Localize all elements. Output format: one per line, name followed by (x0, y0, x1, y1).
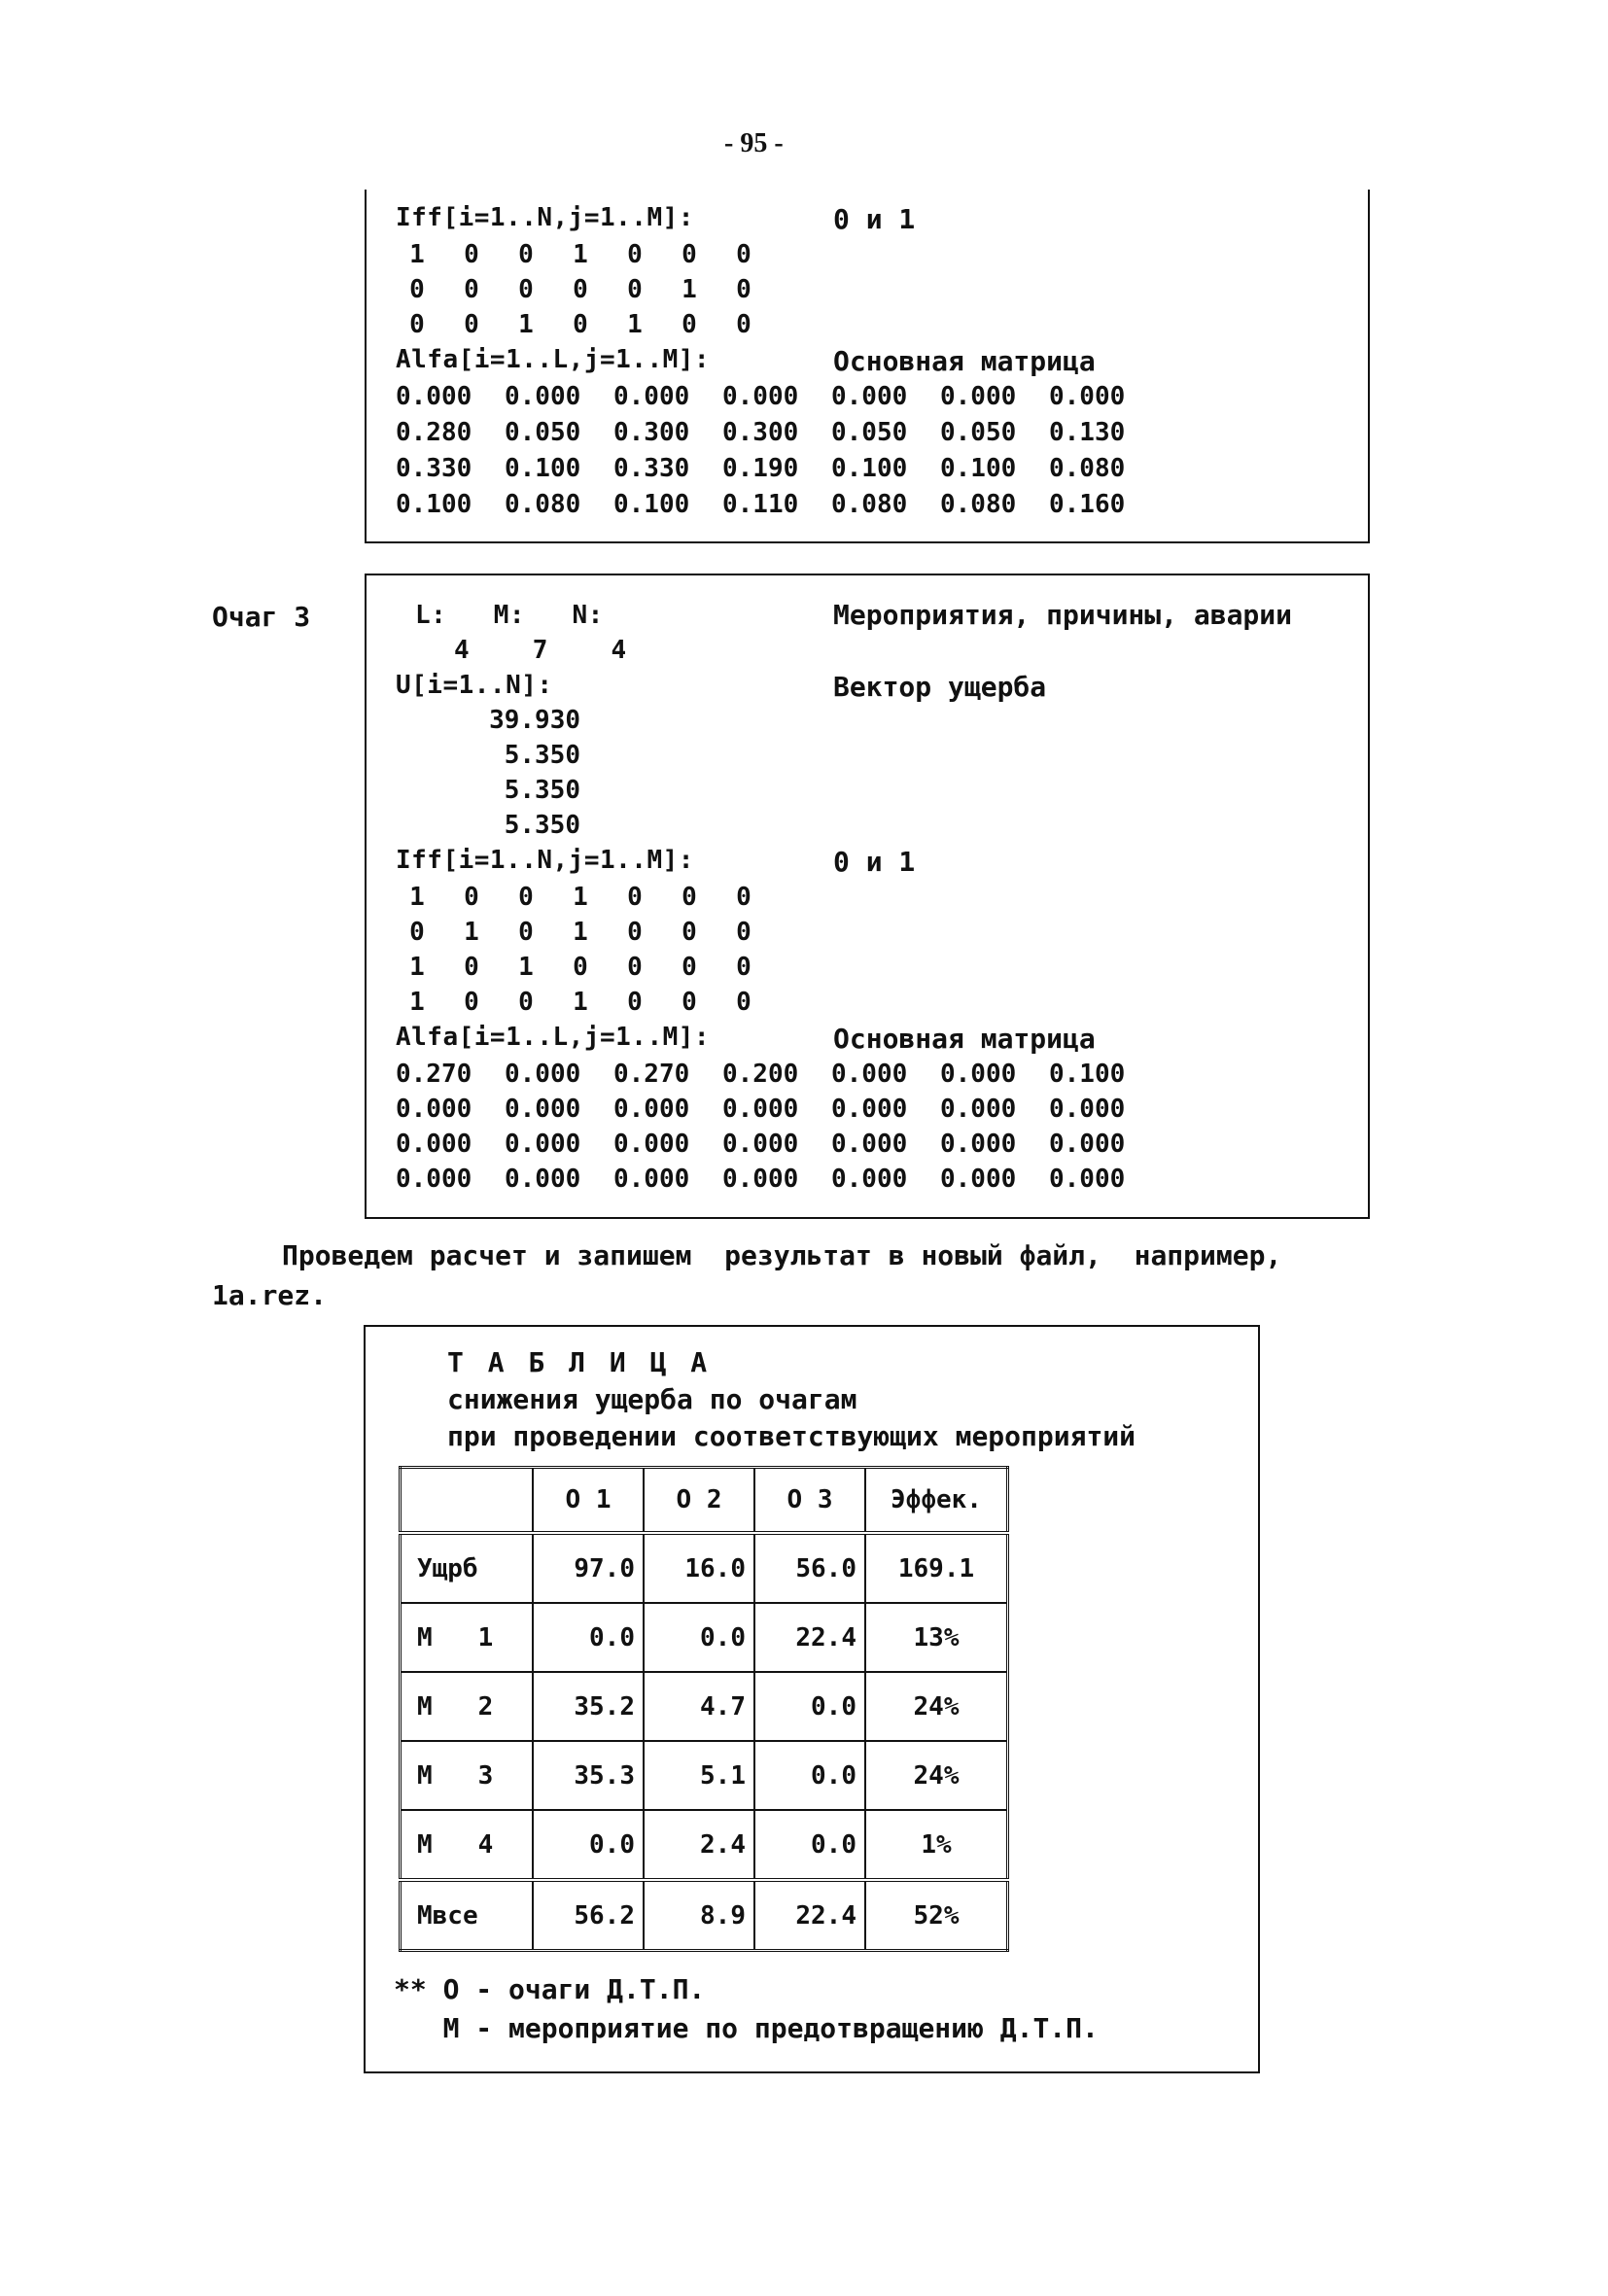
iff-comment: 0 и 1 (833, 846, 916, 878)
table-row (401, 1603, 1008, 1672)
table-cell: 52% (865, 1880, 1008, 1951)
alfa-header: Alfa[i=1..L,j=1..M]: (396, 345, 711, 374)
table-cell: 0.0 (754, 1741, 865, 1810)
lmn-header: L: M: N: (415, 601, 604, 630)
alfa-comment: Основная матрица (833, 345, 1096, 377)
table-cell: 24% (865, 1741, 1008, 1810)
table-cell: 35.2 (533, 1672, 644, 1741)
table-cell: 4.7 (644, 1672, 754, 1741)
table-cell: 22.4 (754, 1603, 865, 1672)
table-cell: 56.0 (754, 1533, 865, 1603)
table-cell: М 3 (401, 1741, 534, 1810)
table-note-1: ** О - очаги Д.Т.П. (394, 1973, 706, 2005)
table-note-2: М - мероприятие по предотвращению Д.Т.П. (394, 2012, 1099, 2044)
paragraph-line-1: Проведем расчет и запишем результат в новый файл, например, (282, 1239, 1282, 1271)
alfa-row: 0.270 0.000 0.270 0.200 0.000 0.000 0.100 (396, 1060, 1126, 1089)
lmn-comment: Мероприятия, причины, аварии (833, 599, 1293, 631)
table-cell: М 1 (401, 1603, 534, 1672)
u-value: 5.350 (504, 776, 580, 805)
alfa-row: 0.000 0.000 0.000 0.000 0.000 0.000 0.000 (396, 1165, 1126, 1194)
u-header: U[i=1..N]: (396, 671, 553, 700)
table-cell: 8.9 (644, 1880, 754, 1951)
iff-row: 1 0 0 1 0 0 0 (409, 240, 752, 269)
table-cell: 169.1 (865, 1533, 1008, 1603)
table-cell: Мвсе (401, 1880, 534, 1951)
table-subtitle-1: снижения ущерба по очагам (447, 1383, 857, 1415)
table-cell: 35.3 (533, 1741, 644, 1810)
table-title: Т А Б Л И Ц А (447, 1346, 712, 1378)
iff-row: 0 0 1 0 1 0 0 (409, 310, 752, 339)
iff-row: 1 0 0 1 0 0 0 (409, 883, 752, 912)
iff-row: 0 0 0 0 0 1 0 (409, 275, 752, 304)
iff-header: Iff[i=1..N,j=1..M]: (396, 203, 694, 232)
iff-header: Iff[i=1..N,j=1..M]: (396, 846, 694, 875)
table-header-cell: О 1 (533, 1468, 644, 1534)
table-cell: 0.0 (754, 1672, 865, 1741)
page-number: - 95 - (724, 128, 784, 158)
paragraph-line-2: 1a.rez. (212, 1279, 328, 1311)
alfa-row: 0.000 0.000 0.000 0.000 0.000 0.000 0.000 (396, 1095, 1126, 1124)
table-cell: Ущрб (401, 1533, 534, 1603)
table-cell: 22.4 (754, 1880, 865, 1951)
table-cell: 0.0 (754, 1810, 865, 1880)
matrix-block-1 (365, 190, 1370, 543)
table-cell: М 2 (401, 1672, 534, 1741)
side-label: Очаг 3 (212, 601, 311, 633)
alfa-row: 0.100 0.080 0.100 0.110 0.080 0.080 0.160 (396, 490, 1126, 519)
iff-row: 1 0 0 1 0 0 0 (409, 988, 752, 1017)
table-cell: 0.0 (644, 1603, 754, 1672)
table-header-cell (401, 1468, 534, 1534)
table-header-cell: Эффек. (865, 1468, 1008, 1534)
table-cell: 24% (865, 1672, 1008, 1741)
u-value: 39.930 (489, 706, 580, 735)
matrix-block-2 (365, 574, 1370, 1219)
table-cell: 5.1 (644, 1741, 754, 1810)
iff-row: 1 0 1 0 0 0 0 (409, 953, 752, 982)
table-cell: М 4 (401, 1810, 534, 1880)
table-subtitle-2: при проведении соответствующих мероприятий (447, 1420, 1136, 1452)
table-cell: 97.0 (533, 1533, 644, 1603)
table-header-cell: О 2 (644, 1468, 754, 1534)
table-row (401, 1810, 1008, 1880)
alfa-row: 0.000 0.000 0.000 0.000 0.000 0.000 0.000 (396, 382, 1126, 411)
table-cell: 16.0 (644, 1533, 754, 1603)
table-cell: 0.0 (533, 1810, 644, 1880)
table-cell: 56.2 (533, 1880, 644, 1951)
table-cell: 0.0 (533, 1603, 644, 1672)
table-row (401, 1741, 1008, 1810)
table-header-cell: О 3 (754, 1468, 865, 1534)
iff-row: 0 1 0 1 0 0 0 (409, 918, 752, 947)
lmn-values: 4 7 4 (454, 636, 627, 665)
alfa-row: 0.000 0.000 0.000 0.000 0.000 0.000 0.000 (396, 1130, 1126, 1159)
u-value: 5.350 (504, 741, 580, 770)
table-row (401, 1533, 1008, 1603)
alfa-row: 0.330 0.100 0.330 0.190 0.100 0.100 0.080 (396, 454, 1126, 483)
alfa-comment: Основная матрица (833, 1023, 1096, 1055)
table-cell: 1% (865, 1810, 1008, 1880)
u-value: 5.350 (504, 811, 580, 840)
table-row (401, 1880, 1008, 1951)
table-cell: 13% (865, 1603, 1008, 1672)
table-header-row (401, 1468, 1008, 1534)
damage-table (399, 1466, 1009, 1952)
alfa-row: 0.280 0.050 0.300 0.300 0.050 0.050 0.130 (396, 418, 1126, 447)
iff-comment: 0 и 1 (833, 203, 916, 235)
table-cell: 2.4 (644, 1810, 754, 1880)
u-comment: Вектор ущерба (833, 671, 1047, 703)
alfa-header: Alfa[i=1..L,j=1..M]: (396, 1023, 711, 1052)
table-row (401, 1672, 1008, 1741)
